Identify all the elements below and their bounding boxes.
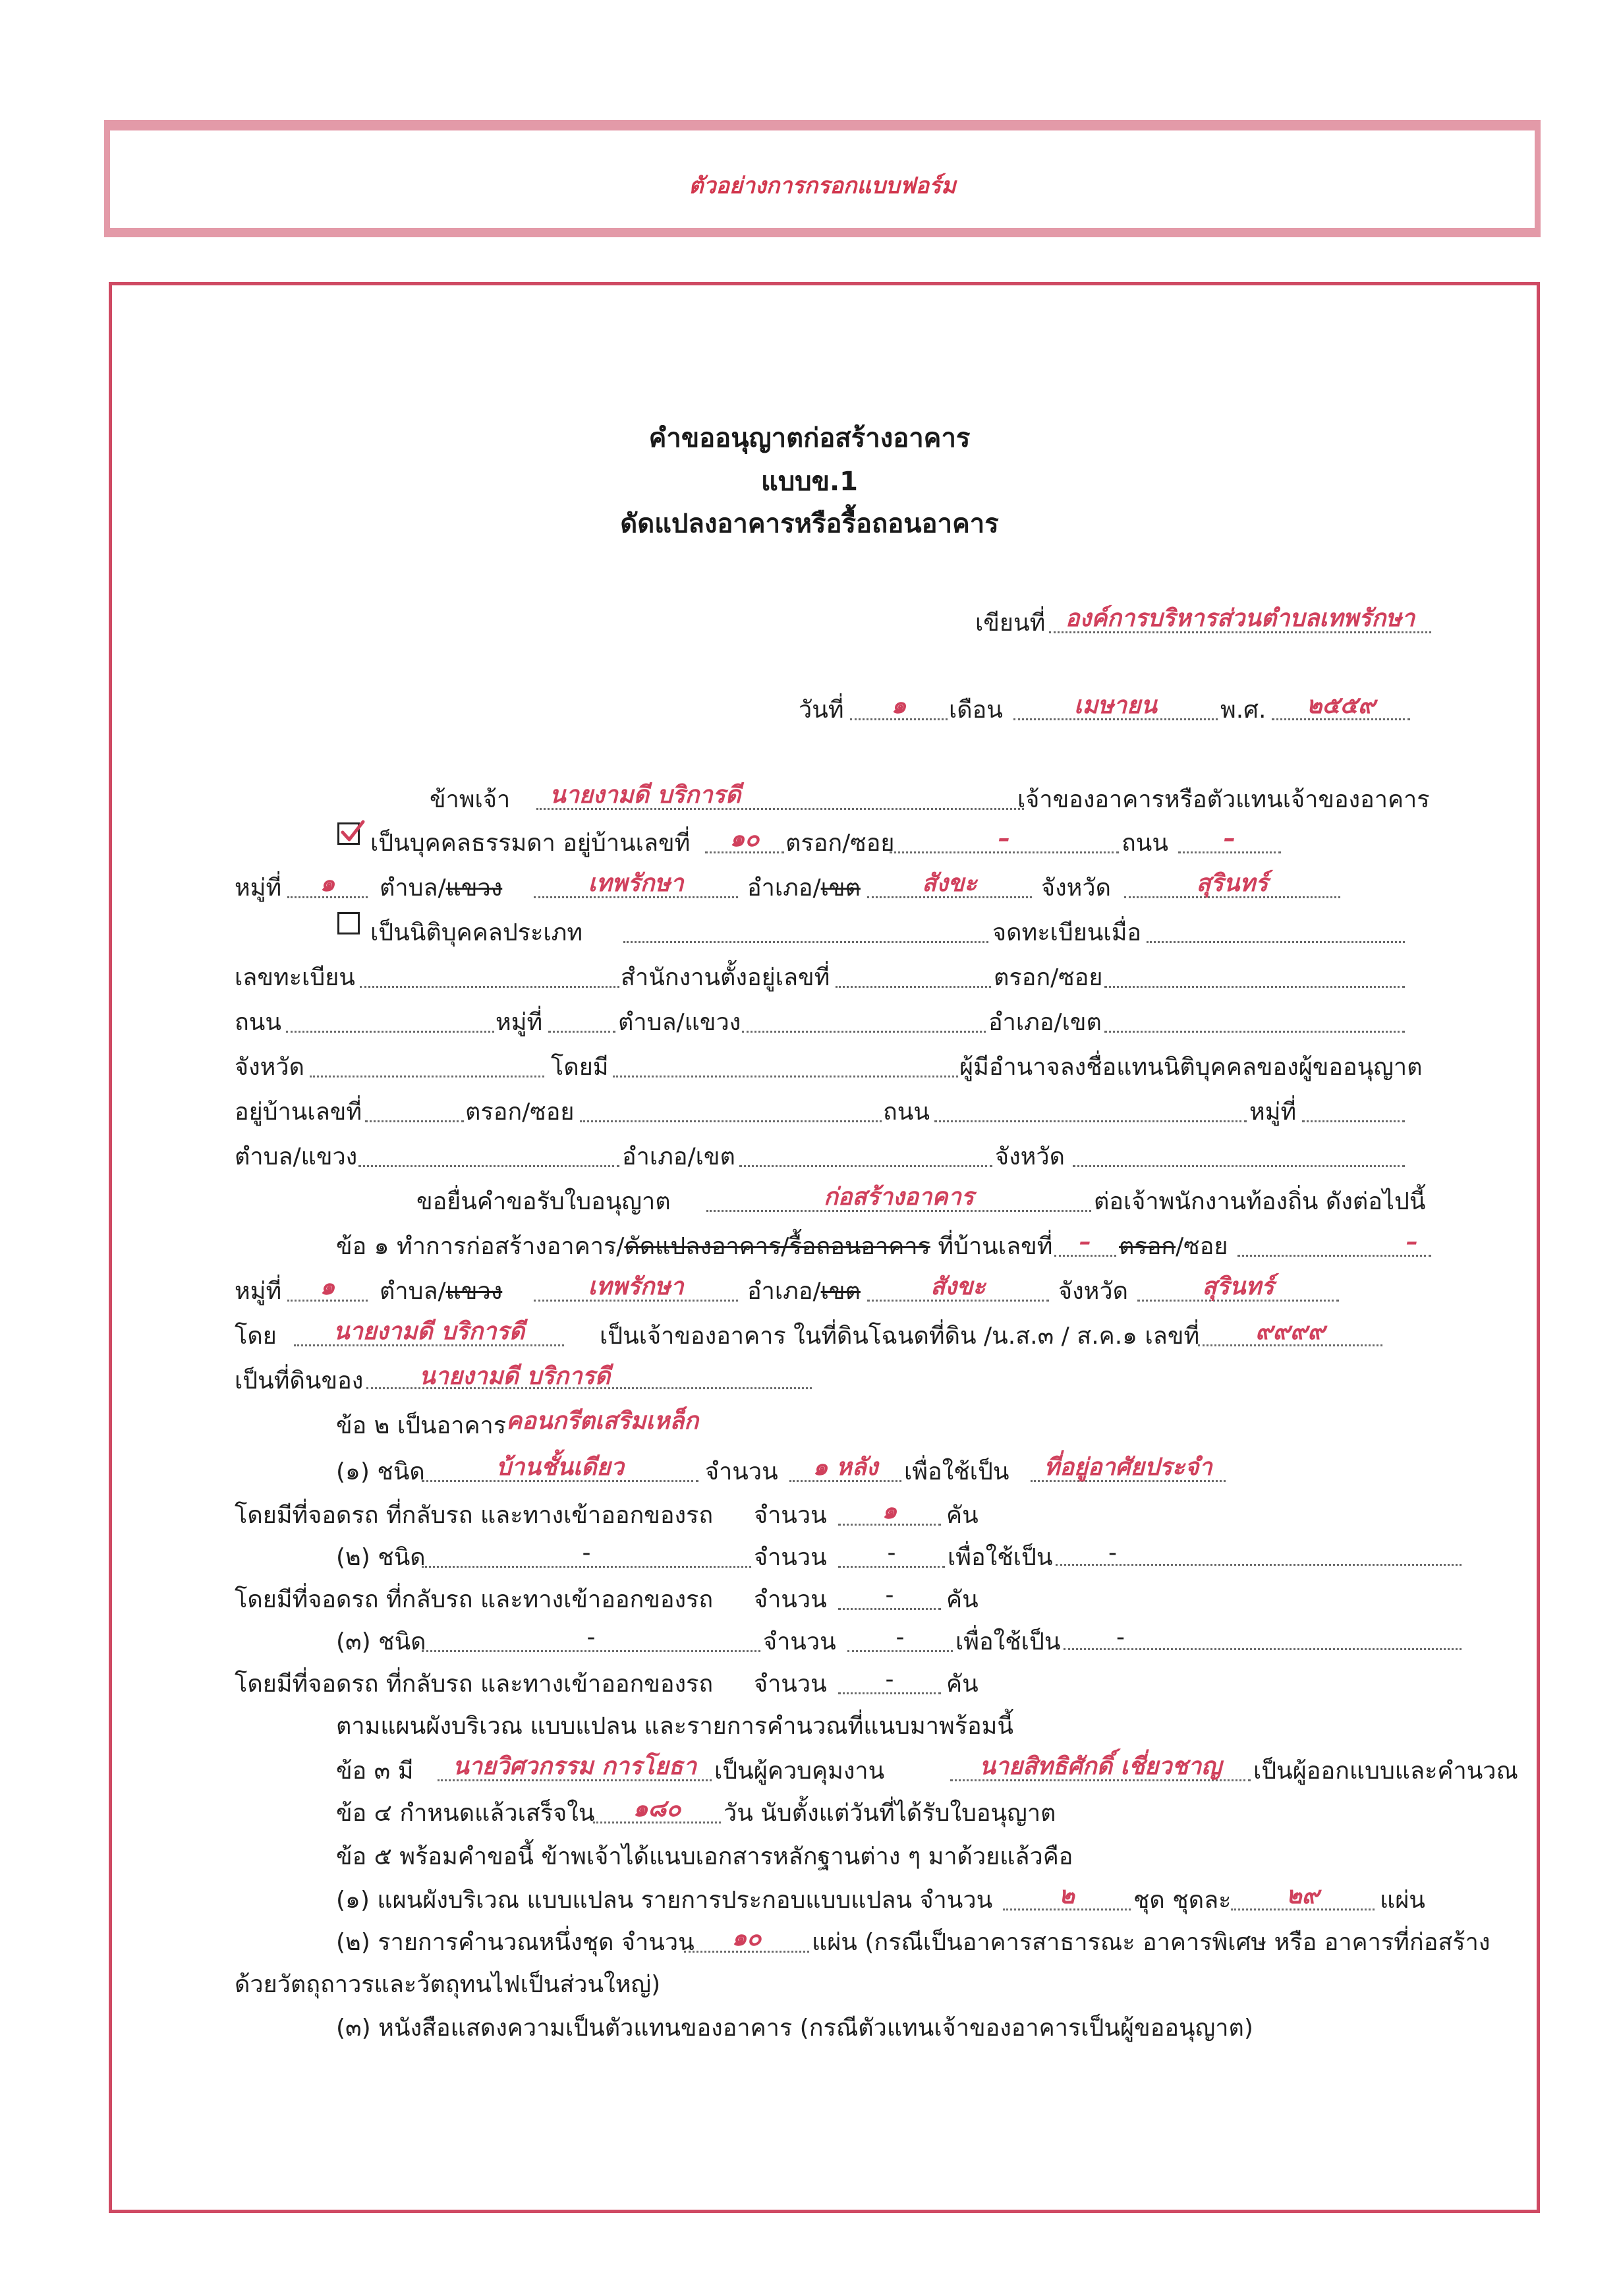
row2-unit: คัน [946,1586,979,1613]
item1-label: ข้อ ๑ ทำการก่อสร้างอาคาร/ดัดแปลงอาคาร/รื้อถอนอาคาร ที่บ้านเลขที่ [336,1233,1053,1260]
natural-person-checkbox[interactable] [337,822,360,845]
form-title: คำขออนุญาตก่อสร้างอาคาร [648,423,971,453]
juristic-road-label: ถนน [235,1009,282,1036]
row1-count-field[interactable]: ๑ หลัง [789,1455,901,1482]
row3-use-field[interactable]: - [1064,1625,1462,1650]
date-month-label: เดือน [949,697,1003,724]
juristic-province2-field[interactable] [1073,1140,1405,1167]
date-month-field[interactable]: เมษายน [1013,693,1218,720]
item5-doc1-mid: ชุด ชุดละ [1133,1887,1232,1914]
item5-doc2-cont: ด้วยวัตถุถาวรและวัตถุทนไฟเป็นส่วนใหญ่) [235,1971,661,1998]
juristic-soi-label: ตรอก/ซอย [994,964,1103,991]
natural-house-no-field[interactable]: ๑๐ [705,826,784,853]
row1-use-field[interactable]: ที่อยู่อาศัยประจำ [1031,1455,1226,1482]
juristic-tambon-field[interactable] [742,1006,986,1033]
item4-label: ข้อ ๔ กำหนดแล้วเสร็จใน [336,1800,595,1827]
juristic-soi2-label: ตรอก/ซอย [465,1099,575,1126]
row3-use-label: เพื่อใช้เป็น [955,1628,1061,1655]
applicant-name-field[interactable]: นายงามดี บริการดี [536,783,1024,810]
juristic-province-label: จังหวัด [235,1054,304,1081]
row2-parking-label: โดยมีที่จอดรถ ที่กลับรถ และทางเข้าออกของรถ [235,1586,714,1613]
item1-land-owner-field[interactable]: นายงามดี บริการดี [366,1364,812,1389]
juristic-moo2-label: หมู่ที่ [1249,1099,1297,1126]
item5-doc1-label: (๑) แผนผังบริเวณ แบบแปลน รายการประกอบแบบแปลน จำนวน [336,1887,993,1914]
item5-doc1-sets-field[interactable]: ๒ [1003,1883,1131,1910]
row1-unit: คัน [946,1502,979,1529]
form-subtitle: ดัดแปลงอาคารหรือรื้อถอนอาคาร [620,509,999,539]
juristic-authorized-label: ผู้มีอำนาจลงชื่อแทนนิติบุคคลของผู้ขออนุญาต [959,1054,1423,1081]
juristic-province2-label: จังหวัด [995,1143,1065,1170]
juristic-registered-field[interactable] [1147,916,1405,943]
natural-tambon-field[interactable]: เทพรักษา [534,871,738,898]
natural-tambon-label: ตำบล/แขวง [380,875,503,902]
juristic-moo-field[interactable] [548,1006,615,1033]
natural-moo-field[interactable]: ๑ [287,871,368,898]
row2-type-field[interactable]: - [422,1541,751,1568]
date-day-field[interactable]: ๑ [850,693,948,720]
row2-type-label: (๒) ชนิด [336,1544,426,1571]
item5-doc1-unit: แผ่น [1380,1887,1425,1914]
written-at-label: เขียนที่ [975,610,1046,637]
applicant-label: ข้าพเจ้า [430,786,511,813]
row1-type-label: (๑) ชนิด [336,1458,425,1485]
item1-by-field[interactable]: นายงามดี บริการดี [294,1319,564,1346]
row3-count-label: จำนวน [763,1628,836,1655]
item1-province-field[interactable]: สุรินทร์ [1137,1275,1339,1302]
natural-soi-field[interactable]: – [890,826,1119,853]
item1-soi-label: ตรอก/ซอย [1119,1233,1228,1260]
item5-doc3: (๓) หนังสือแสดงความเป็นตัวแทนของอาคาร (กรณีตัวแทนเจ้าของอาคารเป็นผู้ขออนุญาต) [336,2015,1253,2042]
juristic-moo2-field[interactable] [1302,1095,1405,1122]
row3-cars-label: จำนวน [754,1671,827,1698]
row1-count-label: จำนวน [705,1458,778,1485]
item4-days-field[interactable]: ๑๘๐ [593,1796,721,1823]
request-type-field[interactable]: ก่อสร้างอาคาร [706,1185,1091,1212]
row3-type-field[interactable]: - [422,1625,760,1652]
juristic-amphoe-field[interactable] [1104,1006,1405,1033]
juristic-soi2-field[interactable] [580,1095,882,1122]
item5-doc1-sheets-field[interactable]: ๒๙ [1231,1883,1375,1910]
item3-supervisor-field[interactable]: นายวิศวกรรม การโยธา [438,1754,712,1781]
juristic-office-label: สำนักงานตั้งอยู่เลขที่ [621,964,830,991]
item1-deed-field[interactable]: ๙๙๙๙ [1198,1319,1382,1346]
sample-banner [104,120,1541,237]
row2-use-field[interactable]: - [1056,1541,1462,1566]
written-at-field[interactable]: องค์การบริหารส่วนตำบลเทพรักษา [1049,606,1431,633]
juristic-by-label: โดยมี [551,1054,609,1081]
juristic-road-field[interactable] [286,1006,494,1033]
natural-road-field[interactable]: – [1178,826,1281,853]
row2-use-label: เพื่อใช้เป็น [948,1544,1053,1571]
item1-amphoe-label: อำเภอ/เขต [747,1278,861,1305]
banner-text: ตัวอย่างการกรอกแบบฟอร์ม [689,173,956,199]
juristic-by-field[interactable] [613,1050,958,1077]
row3-count-field[interactable]: - [847,1625,953,1652]
juristic-registered-label: จดทะเบียนเมื่อ [992,919,1142,946]
juristic-soi-field[interactable] [1104,961,1405,988]
item1-amphoe-field[interactable]: สังขะ [867,1275,1049,1302]
item5-doc2-suffix: แผ่น (กรณีเป็นอาคารสาธารณะ อาคารพิเศษ หรือ อาคารที่ก่อสร้าง [812,1929,1491,1956]
natural-person-label: เป็นบุคคลธรรมดา อยู่บ้านเลขที่ [370,830,691,857]
row1-cars-label: จำนวน [754,1502,827,1529]
item1-moo-field[interactable]: ๑ [287,1275,368,1302]
natural-soi-label: ตรอก/ซอย [785,830,895,857]
item1-tambon-label: ตำบล/แขวง [380,1278,503,1305]
juristic-moo-label: หมู่ที่ [496,1009,543,1036]
item4-suffix: วัน นับตั้งแต่วันที่ได้รับใบอนุญาต [724,1800,1056,1827]
row2-cars-field[interactable]: - [838,1583,941,1610]
juristic-tambon2-field[interactable] [358,1140,619,1167]
check-mark-icon [338,818,367,847]
item5-doc2-sheets-field[interactable]: ๑๐ [684,1926,809,1953]
row3-cars-field[interactable]: - [838,1667,941,1694]
form-code: แบบข.1 [761,467,858,497]
natural-province-label: จังหวัด [1041,875,1111,902]
juristic-amphoe2-field[interactable] [739,1140,992,1167]
item3-label: ข้อ ๓ มี [336,1758,414,1785]
juristic-tambon2-label: ตำบล/แขวง [235,1143,358,1170]
item1-by-label: โดย [235,1323,277,1350]
item3-designer-suffix: เป็นผู้ออกแบบและคำนวณ [1253,1758,1518,1785]
date-year-label: พ.ศ. [1220,697,1266,724]
row3-type-label: (๓) ชนิด [336,1628,426,1655]
item2-material-field[interactable]: คอนกรีตเสริมเหล็ก [506,1408,699,1435]
request-label: ขอยื่นคำขอรับใบอนุญาต [416,1188,671,1215]
natural-moo-label: หมู่ที่ [235,875,282,902]
request-suffix: ต่อเจ้าพนักงานท้องถิ่น ดังต่อไปนี้ [1094,1188,1426,1215]
row1-type-field[interactable]: บ้านชั้นเดียว [422,1455,698,1482]
juristic-tambon-label: ตำบล/แขวง [618,1009,741,1036]
row1-cars-field[interactable]: ๑ [838,1499,941,1526]
row1-use-label: เพื่อใช้เป็น [904,1458,1009,1485]
item1-house-field[interactable]: – [1054,1230,1116,1257]
row3-unit: คัน [946,1671,979,1698]
item1-province-label: จังหวัด [1058,1278,1128,1305]
item1-land-of-label: เป็นที่ดินของ [235,1367,364,1394]
juristic-reg-no-field[interactable] [360,961,619,988]
natural-amphoe-field[interactable]: สังขะ [867,871,1032,898]
row2-cars-label: จำนวน [754,1586,827,1613]
natural-province-field[interactable]: สุรินทร์ [1124,871,1340,898]
juristic-amphoe-label: อำเภอ/เขต [988,1009,1102,1036]
item1-moo-label: หมู่ที่ [235,1278,282,1305]
item5-doc2-label: (๒) รายการคำนวณหนึ่งชุด จำนวน [336,1929,695,1956]
juristic-road2-label: ถนน [883,1099,930,1126]
row3-parking-label: โดยมีที่จอดรถ ที่กลับรถ และทางเข้าออกของรถ [235,1671,714,1698]
juristic-province-field[interactable] [310,1050,544,1077]
natural-road-label: ถนน [1122,830,1169,857]
item3-designer-field[interactable]: นายสิทธิศักดิ์ เชี่ยวชาญ [950,1754,1251,1781]
row2-count-label: จำนวน [754,1544,827,1571]
juristic-reg-no-label: เลขทะเบียน [235,964,355,991]
applicant-suffix: เจ้าของอาคารหรือตัวแทนเจ้าของอาคาร [1017,786,1430,813]
date-day-label: วันที่ [799,697,844,724]
item1-owner-label: เป็นเจ้าของอาคาร ในที่ดินโฉนดที่ดิน /น.ส.๓ / ส.ค.๑ เลขที่ [600,1323,1200,1350]
juristic-label: เป็นนิติบุคคลประเภท [370,919,583,946]
juristic-house-field[interactable] [365,1095,464,1122]
plan-text: ตามแผนผังบริเวณ แบบแปลน และรายการคำนวณที่แนบมาพร้อมนี้ [336,1713,1014,1740]
item2-label: ข้อ ๒ เป็นอาคาร [336,1412,507,1439]
item3-supervisor-suffix: เป็นผู้ควบคุมงาน [714,1758,885,1785]
row1-parking-label: โดยมีที่จอดรถ ที่กลับรถ และทางเข้าออกของรถ [235,1502,714,1529]
item1-tambon-field[interactable]: เทพรักษา [534,1275,738,1302]
natural-amphoe-label: อำเภอ/เขต [747,875,861,902]
item1-soi-field[interactable]: – [1237,1230,1431,1257]
date-year-field[interactable]: ๒๕๕๙ [1272,693,1410,720]
item5-label: ข้อ ๕ พร้อมคำขอนี้ ข้าพเจ้าได้แนบเอกสารหลักฐานต่าง ๆ มาด้วยแล้วคือ [336,1843,1073,1870]
juristic-type-field[interactable] [623,916,988,943]
row2-count-field[interactable]: - [838,1541,945,1568]
juristic-amphoe2-label: อำเภอ/เขต [622,1143,735,1170]
juristic-office-field[interactable] [836,961,991,988]
juristic-road2-field[interactable] [934,1095,1247,1122]
juristic-person-checkbox[interactable] [337,912,360,934]
juristic-house-label: อยู่บ้านเลขที่ [235,1099,362,1126]
